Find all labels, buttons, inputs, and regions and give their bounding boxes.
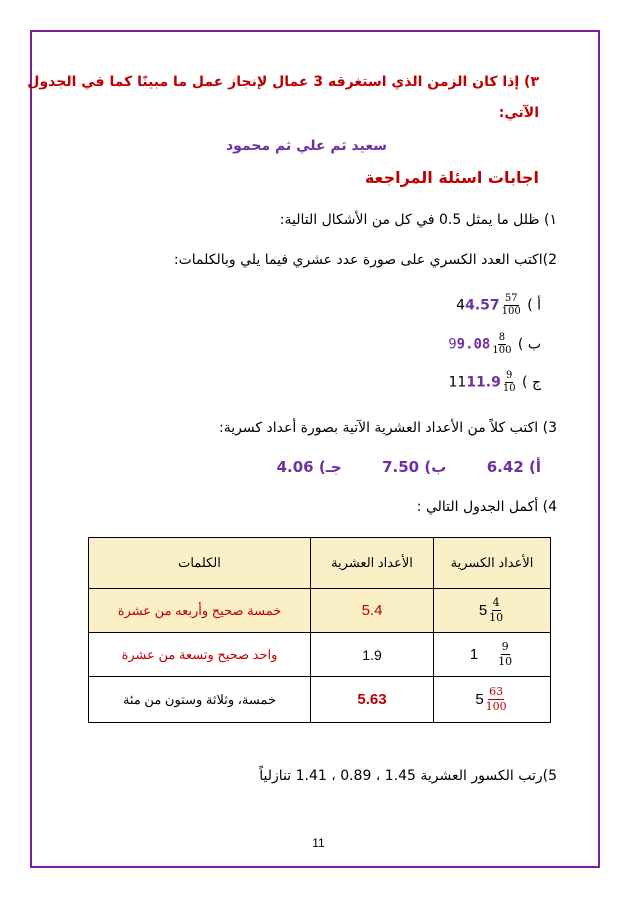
q2-item-b-whole: 9 [448, 336, 457, 353]
question-1: ١) ظلل ما يمثل 0.5 في كل من الأشكال التالية: [279, 212, 557, 228]
row3-numerator: 63 [489, 685, 504, 698]
q2-item-c-whole: 11 [448, 374, 467, 391]
q3-answer-c: جـ) 4.06 [276, 458, 342, 476]
q3-answer-b: ب) 7.50 [382, 458, 447, 476]
q2-item-c [448, 370, 541, 395]
q3-intro-line1: ٣) إذا كان الزمن الذي استغرقه 3 عمال لإنجاز عمل ما مبينًا كما في الجدول [27, 74, 539, 90]
cell-decimal: 5.63 [311, 677, 434, 723]
row1-denominator: 10 [489, 611, 504, 624]
q3-intro-line2: الآتي: [498, 105, 539, 121]
table-row [89, 633, 551, 677]
table-row [89, 677, 551, 723]
q2-item-a-denominator: 100 [501, 306, 521, 317]
q2-item-a-answer: 4.57 [465, 297, 500, 314]
q2-item-a-expression [456, 293, 523, 318]
row2-whole: 1 [469, 646, 479, 663]
header-decimals: الأعداد العشرية [311, 538, 434, 589]
q2-item-a-label: أ ) [527, 297, 541, 314]
row3-denominator: 100 [485, 700, 507, 713]
q2-item-b-expression [448, 332, 513, 357]
cell-mixed-fraction [434, 677, 551, 723]
row3-whole: 5 [475, 691, 484, 708]
question-3: 3) اكتب كلاً من الأعداد العشرية الآتية بصورة أعداد كسرية: [219, 420, 557, 436]
cell-decimal: 5.4 [311, 589, 434, 633]
q2-item-b-denominator: 100 [492, 345, 512, 356]
q3-intro-answer: سعيد ثم علي ثم محمود [226, 138, 387, 154]
q3-answers [277, 458, 541, 476]
cell-words: واحد صحيح وتسعة من عشرة [89, 633, 311, 677]
row2-numerator: 9 [501, 640, 509, 653]
row1-whole: 5 [478, 602, 488, 619]
q2-item-c-numerator: 9 [506, 370, 513, 381]
page-number: 11 [312, 836, 325, 850]
header-mixed-fractions: الأعداد الكسرية [434, 538, 551, 589]
header-words: الكلمات [89, 538, 311, 589]
q2-item-a [456, 293, 541, 318]
q3-answer-a: أ) 6.42 [486, 458, 541, 476]
table-row [89, 589, 551, 633]
cell-mixed-fraction [434, 633, 551, 677]
page-border [30, 30, 600, 868]
cell-decimal: 1.9 [311, 633, 434, 677]
cell-words: خمسة صحيح وأربعه من عشرة [89, 589, 311, 633]
q2-item-b-label: ب ) [517, 336, 541, 353]
q2-item-c-label: ج ) [522, 374, 541, 391]
question-5: 5)رتب الكسور العشرية 1.45 ، 0.89 ، 1.41 تنازلياً [259, 768, 557, 784]
section-title: اجابات اسئلة المراجعة [364, 168, 539, 187]
q2-item-b [448, 332, 541, 357]
cell-mixed-fraction [434, 589, 551, 633]
question-4: 4) أكمل الجدول التالي : [416, 499, 557, 515]
q2-item-c-denominator: 10 [502, 383, 516, 394]
q2-item-c-expression [448, 370, 517, 395]
row2-denominator: 10 [498, 655, 513, 668]
q2-item-b-numerator: 8 [498, 332, 506, 343]
q2-item-b-answer: 9.08 [456, 336, 491, 353]
row1-numerator: 4 [492, 596, 500, 609]
question-2: 2)اكتب العدد الكسري على صورة عدد عشري فيما يلي وبالكلمات: [173, 252, 557, 268]
completion-table [88, 537, 551, 723]
table-header-row [89, 538, 551, 589]
cell-words: خمسة، وثلاثة وستون من مئة [89, 677, 311, 723]
q2-item-a-numerator: 57 [504, 293, 518, 304]
q2-item-c-answer: 11.9 [466, 374, 501, 391]
q2-item-a-whole: 4 [456, 297, 466, 314]
